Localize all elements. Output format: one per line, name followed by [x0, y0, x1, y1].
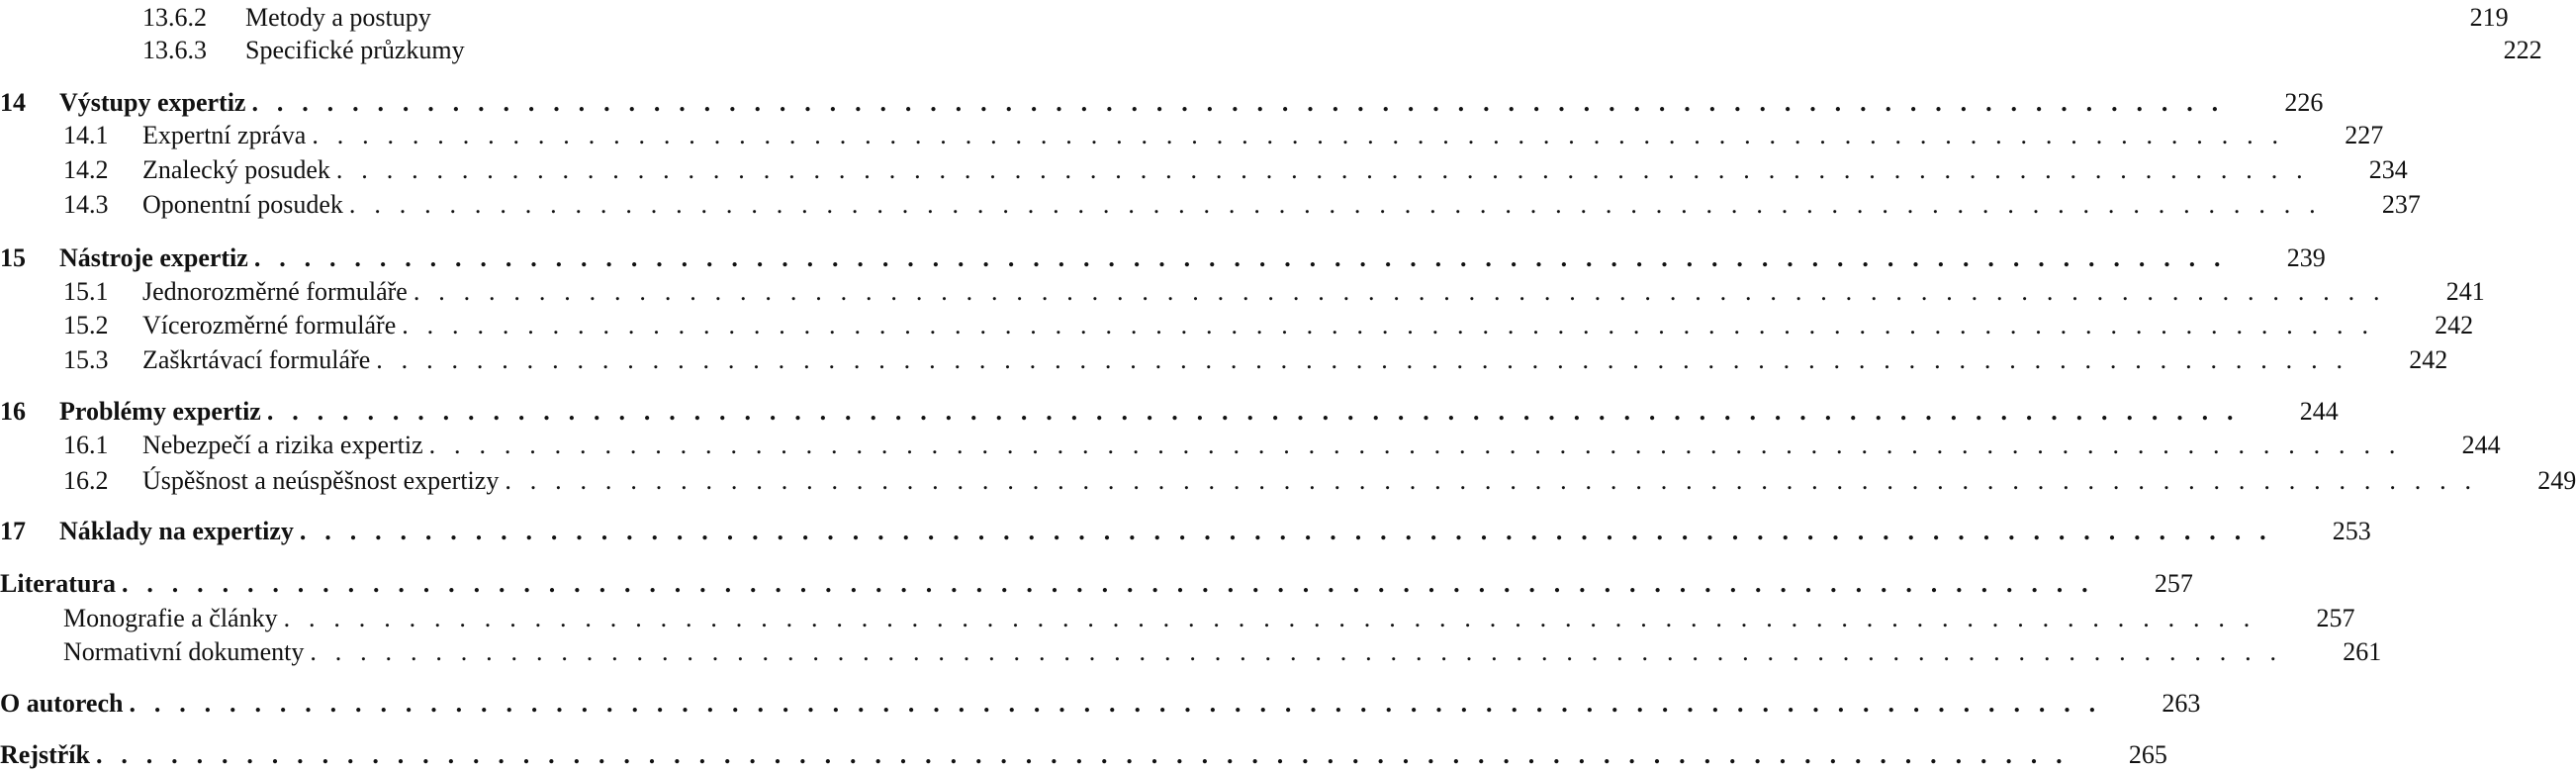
- toc-leader: . . . . . . . . . . . . . . . . . . . . . . . . . . . . . . . . . . . . . . . . . . . . . . . . . . . . . . . . . . . . . . . . . . . . . . . . . . . . . . .: [283, 604, 2256, 632]
- toc-entry-16-2[interactable]: [0, 463, 2576, 499]
- toc-entry-13-6-3[interactable]: [0, 33, 2542, 68]
- toc-page: 257: [2316, 604, 2355, 632]
- toc-entry-16-1[interactable]: [0, 428, 2501, 463]
- toc-leader: . . . . . . . . . . . . . . . . . . . . . . . . . . . . . . . . . . . . . . . . . . . . . . . . . . . . . . . . . . . . . . . . . . . . . . . . . . . . . . .: [253, 243, 2227, 272]
- toc-entry-14-1[interactable]: [0, 118, 2384, 153]
- toc-title: Výstupy expertiz: [59, 88, 246, 117]
- toc-title: Oponentní posudek: [142, 190, 343, 219]
- toc-chapter-17[interactable]: [0, 514, 2371, 549]
- toc-page: 234: [2368, 155, 2408, 184]
- toc-leader: . . . . . . . . . . . . . . . . . . . . . . . . . . . . . . . . . . . . . . . . . . . . . . . . . . . . . . . . . . . . . . . . . . . . . . . . . . . . . . .: [428, 431, 2402, 459]
- toc-page: 257: [2154, 569, 2193, 598]
- toc-leader: . . . . . . . . . . . . . . . . . . . . . . . . . . . . . . . . . . . . . . . . . . . . . . . . . . . . . . . . . . . . . . . . . . . . . . . . . . . . . . .: [310, 637, 2283, 666]
- toc-chapter-16[interactable]: [0, 394, 2339, 430]
- toc-leader: . . . . . . . . . . . . . . . . . . . . . . . . . . . . . . . . . . . . . . . . . . . . . . . . . . . . . . . . . . . . . . . . . . . . . . . . . . . . . . .: [299, 517, 2272, 545]
- toc-number: 15.2: [63, 311, 109, 339]
- toc-number: 14: [0, 88, 26, 117]
- toc-title: Metody a postupy: [245, 3, 431, 32]
- toc-chapter-15[interactable]: [0, 241, 2326, 276]
- toc-title: Problémy expertiz: [59, 397, 261, 426]
- toc-title: Náklady na expertizy: [59, 517, 294, 545]
- toc-title: Normativní dokumenty: [63, 637, 305, 666]
- toc-page: 241: [2445, 277, 2485, 306]
- toc-leader: . . . . . . . . . . . . . . . . . . . . . . . . . . . . . . . . . . . . . . . . . . . . . . . . . . . . . . . . . . . . . . . . . . . . . . . . . . . . . . .: [335, 155, 2309, 184]
- toc-entry-normativni-dokumenty[interactable]: [0, 634, 2382, 670]
- toc-leader: . . . . . . . . . . . . . . . . . . . . . . . . . . . . . . . . . . . . . . . . . . . . . . . . . . . . . . . . . . . . . . . . . . . . . . . . . . . . . . .: [312, 121, 2285, 149]
- toc-page: 226: [2284, 88, 2324, 117]
- toc-title: Jednorozměrné formuláře: [142, 277, 408, 306]
- toc-page: 263: [2162, 689, 2201, 718]
- toc-title: Specifické průzkumy: [245, 36, 465, 64]
- toc-entry-15-2[interactable]: [0, 308, 2474, 343]
- toc-page: 222: [2503, 36, 2542, 64]
- toc-title: Vícerozměrné formuláře: [142, 311, 397, 339]
- toc-page: 265: [2128, 740, 2167, 769]
- toc-chapter-14[interactable]: [0, 85, 2324, 121]
- toc-page: 261: [2343, 637, 2382, 666]
- toc-chapter-literatura[interactable]: [0, 566, 2193, 602]
- toc-title: O autorech: [0, 689, 124, 718]
- toc-page: 244: [2461, 431, 2501, 459]
- toc-chapter-o-autorech[interactable]: [0, 686, 2201, 722]
- toc-entry-14-2[interactable]: [0, 152, 2408, 188]
- toc-page: 239: [2286, 243, 2326, 272]
- toc-number: 15.3: [63, 345, 109, 374]
- toc-leader: . . . . . . . . . . . . . . . . . . . . . . . . . . . . . . . . . . . . . . . . . . . . . . . . . . . . . . . . . . . . . . . . . . . . . . . . . . . . . . .: [505, 466, 2478, 495]
- toc-title: Nástroje expertiz: [59, 243, 248, 272]
- toc-number: 16.1: [63, 431, 109, 459]
- toc-page: 253: [2332, 517, 2371, 545]
- toc-page: 244: [2299, 397, 2339, 426]
- toc-title: Literatura: [0, 569, 116, 598]
- toc-title: Monografie a články: [63, 604, 278, 632]
- toc-entry-14-3[interactable]: [0, 187, 2421, 223]
- toc-number: 14.3: [63, 190, 109, 219]
- toc-page: 219: [2469, 3, 2509, 32]
- toc-page: 249: [2537, 466, 2576, 495]
- toc-number: 14.2: [63, 155, 109, 184]
- toc-leader: . . . . . . . . . . . . . . . . . . . . . . . . . . . . . . . . . . . . . . . . . . . . . . . . . . . . . . . . . . . . . . . . . . . . . . . . . . . . . . .: [413, 277, 2386, 306]
- toc-entry-monografie[interactable]: [0, 601, 2355, 636]
- toc-number: 17: [0, 517, 26, 545]
- toc-chapter-rejstrik[interactable]: [0, 737, 2167, 773]
- toc-title: Znalecký posudek: [142, 155, 330, 184]
- toc-page: 227: [2345, 121, 2384, 149]
- toc-number: 16.2: [63, 466, 109, 495]
- toc-leader: . . . . . . . . . . . . . . . . . . . . . . . . . . . . . . . . . . . . . . . . . . . . . . . . . . . . . . . . . . . . . . . . . . . . . . . . . . . . . . .: [402, 311, 2375, 339]
- toc-number: 15: [0, 243, 26, 272]
- toc-leader: . . . . . . . . . . . . . . . . . . . . . . . . . . . . . . . . . . . . . . . . . . . . . . . . . . . . . . . . . . . . . . . . . . . . . . . . . . . . . . .: [129, 689, 2102, 718]
- toc-entry-15-1[interactable]: [0, 274, 2485, 310]
- toc-leader: . . . . . . . . . . . . . . . . . . . . . . . . . . . . . . . . . . . . . . . . . . . . . . . . . . . . . . . . . . . . . . . . . . . . . . . . . . . . . . .: [251, 88, 2225, 117]
- toc-page: 242: [2409, 345, 2448, 374]
- toc-entry-13-6-2[interactable]: [0, 0, 2509, 36]
- toc-leader: . . . . . . . . . . . . . . . . . . . . . . . . . . . . . . . . . . . . . . . . . . . . . . . . . . . . . . . . . . . . . . . . . . . . . . . . . . . . . . .: [348, 190, 2322, 219]
- toc-page: 242: [2435, 311, 2474, 339]
- toc-number: 16: [0, 397, 26, 426]
- toc-title: Zaškrtávací formuláře: [142, 345, 371, 374]
- toc-title: Úspěšnost a neúspěšnost expertizy: [142, 466, 500, 495]
- toc-number: 14.1: [63, 121, 109, 149]
- toc-title: Expertní zpráva: [142, 121, 307, 149]
- toc-number: 15.1: [63, 277, 109, 306]
- toc-title: Rejstřík: [0, 740, 90, 769]
- toc-leader: . . . . . . . . . . . . . . . . . . . . . . . . . . . . . . . . . . . . . . . . . . . . . . . . . . . . . . . . . . . . . . . . . . . . . . . . . . . . . . .: [121, 569, 2094, 598]
- toc-leader: . . . . . . . . . . . . . . . . . . . . . . . . . . . . . . . . . . . . . . . . . . . . . . . . . . . . . . . . . . . . . . . . . . . . . . . . . . . . . . .: [266, 397, 2240, 426]
- toc-number: 13.6.3: [142, 36, 207, 64]
- toc-leader: . . . . . . . . . . . . . . . . . . . . . . . . . . . . . . . . . . . . . . . . . . . . . . . . . . . . . . . . . . . . . . . . . . . . . . . . . . . . . . .: [376, 345, 2349, 374]
- toc-title: Nebezpečí a rizika expertiz: [142, 431, 423, 459]
- toc-number: 13.6.2: [142, 3, 207, 32]
- toc-leader: . . . . . . . . . . . . . . . . . . . . . . . . . . . . . . . . . . . . . . . . . . . . . . . . . . . . . . . . . . . . . . . . . . . . . . . . . . . . . . .: [95, 740, 2069, 769]
- toc-entry-15-3[interactable]: [0, 342, 2448, 378]
- toc-page: 237: [2381, 190, 2421, 219]
